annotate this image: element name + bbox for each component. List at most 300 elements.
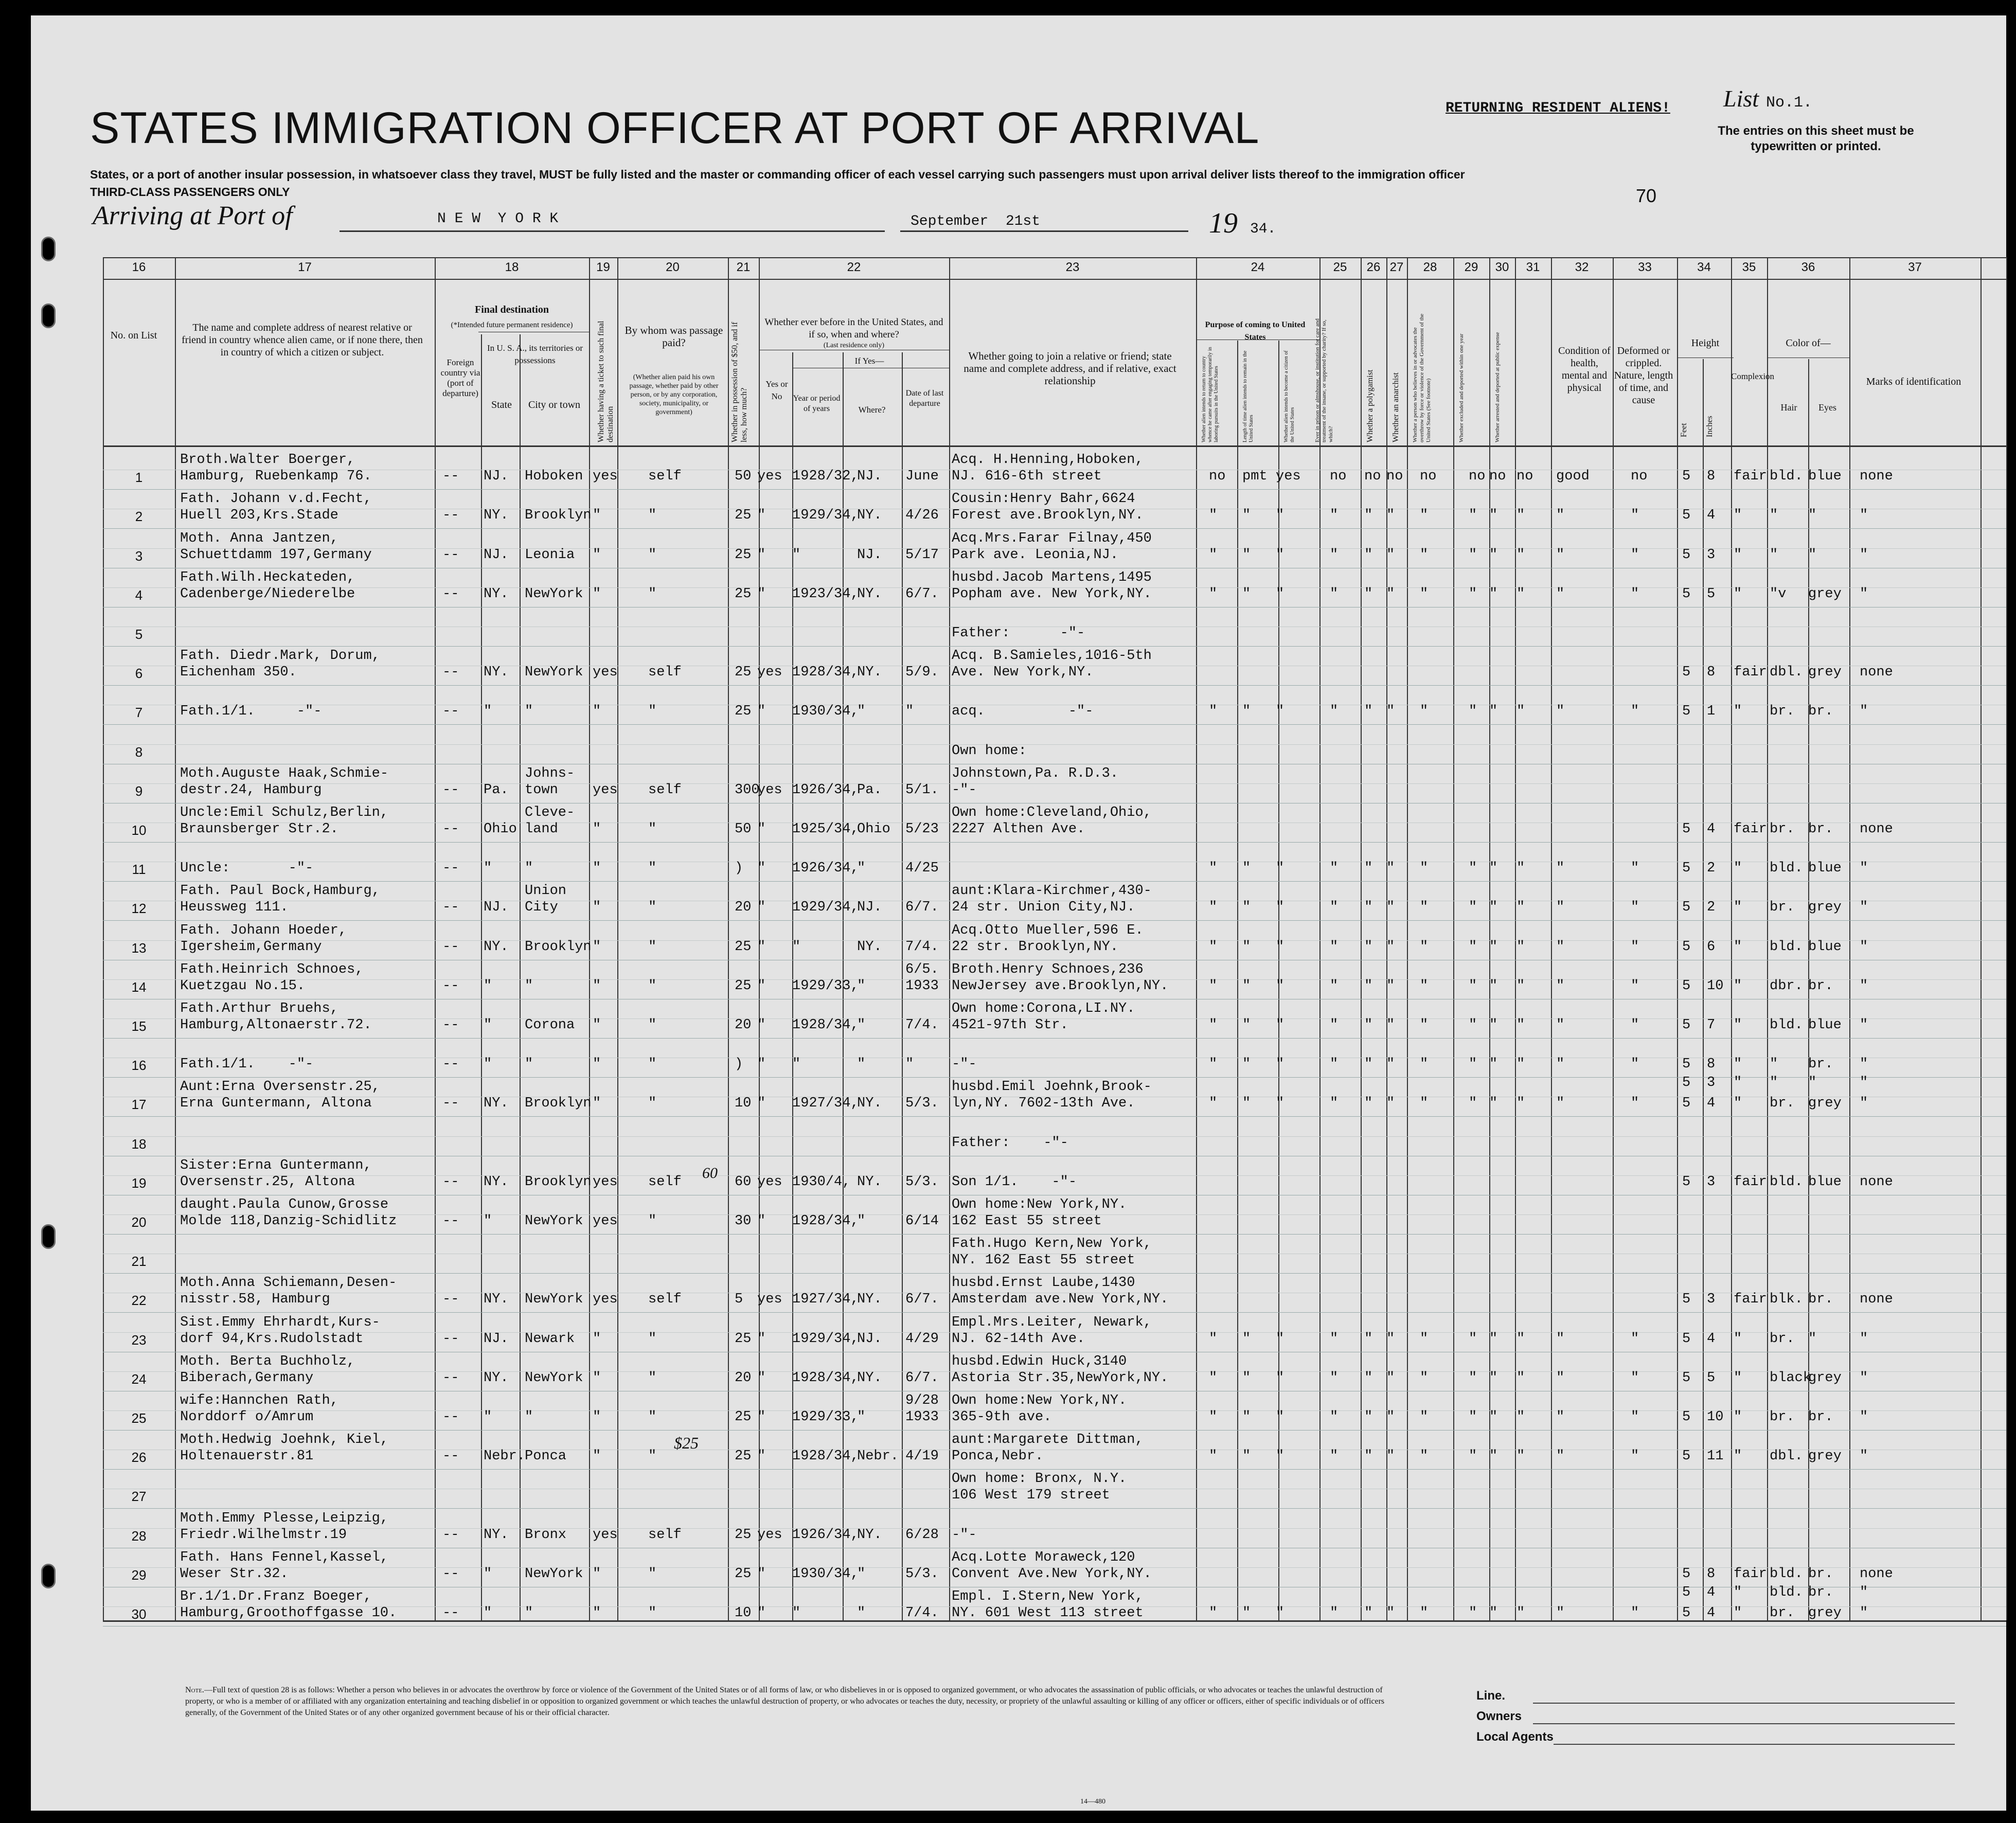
- row-rule: [103, 1469, 2006, 1470]
- table-cell-rel1: Moth. Berta Buchholz,: [180, 1353, 355, 1369]
- table-cell-yn: yes: [757, 469, 782, 485]
- table-cell-ticket: yes: [593, 469, 618, 485]
- table-cell-rel1: Br.1/1.Dr.Franz Boeger,: [180, 1589, 372, 1604]
- table-cell-c29: ": [1469, 1057, 1477, 1073]
- head-before-usa-note: (Last residence only): [823, 342, 885, 349]
- column-divider: [2006, 257, 2007, 1620]
- column-divider: [1407, 257, 1408, 1620]
- table-cell-c27: ": [1386, 1096, 1395, 1112]
- table-cell-in: 11: [1707, 1449, 1724, 1464]
- table-cell-c28: ": [1420, 1096, 1429, 1112]
- column-number: 19: [596, 260, 610, 274]
- table-cell-ticket: ": [593, 1409, 601, 1425]
- table-cell-join2: acq. -"-: [952, 704, 1094, 720]
- table-cell-c32: good: [1556, 469, 1590, 485]
- table-cell-foreign: --: [442, 900, 459, 916]
- table-cell-city: ": [525, 704, 533, 720]
- table-cell-c30: ": [1489, 978, 1498, 994]
- table-cell-ticket: yes: [593, 1174, 618, 1190]
- table-cell-paid: ": [648, 1605, 657, 1621]
- table-cell-c30: ": [1489, 508, 1498, 524]
- column-divider: [1361, 257, 1362, 1620]
- table-cell-in: 5: [1707, 1370, 1716, 1386]
- table-cell-city: Leonia: [525, 547, 575, 563]
- table-cell-c33: ": [1631, 1449, 1639, 1464]
- table-cell-join2: Ponca,Nebr.: [952, 1449, 1044, 1464]
- table-cell-hair: bld.: [1770, 861, 1803, 877]
- column-divider: [1677, 257, 1678, 1620]
- table-cell-years: 1928/34,: [792, 1213, 859, 1229]
- table-cell-state: NJ.: [484, 1331, 509, 1347]
- footer-rule: [1533, 1723, 1955, 1724]
- column-divider: [1319, 257, 1321, 1620]
- table-cell-c32: ": [1556, 704, 1565, 720]
- table-cell-ticket: ": [593, 1331, 601, 1347]
- table-cell-hair: br.: [1770, 1096, 1795, 1112]
- table-cell-dep: 6/7.: [905, 900, 939, 916]
- table-cell-ticket: ": [593, 1566, 601, 1582]
- table-cell-c26: ": [1364, 1017, 1373, 1033]
- table-cell-foreign: --: [442, 1605, 459, 1621]
- table-cell-rel2: Fath.1/1. -"-: [180, 704, 322, 720]
- table-cell-c28: ": [1420, 508, 1429, 524]
- table-cell-hair: "v: [1770, 586, 1787, 602]
- column-divider: [1196, 257, 1197, 1620]
- table-cell-state: ": [484, 1057, 492, 1073]
- table-cell-c25: ": [1330, 586, 1339, 602]
- table-cell-c32: ": [1556, 1409, 1565, 1425]
- table-cell-where: NJ.: [857, 469, 882, 485]
- table-cell-c28: ": [1420, 1017, 1429, 1033]
- table-cell-marks: ": [1860, 1409, 1868, 1425]
- table-cell-foreign: --: [442, 1174, 459, 1190]
- table-cell-ft: 5: [1682, 1292, 1691, 1308]
- table-cell-ft: 5: [1682, 547, 1691, 563]
- table-cell-hair: ": [1770, 1057, 1778, 1073]
- table-cell-c29: ": [1469, 704, 1477, 720]
- row-number: 8: [135, 744, 143, 760]
- table-cell-c28: ": [1420, 939, 1429, 955]
- table-cell-dep: 7/4.: [905, 1605, 939, 1621]
- head-height: Height: [1691, 337, 1720, 349]
- table-cell-c24b: ": [1242, 1017, 1251, 1033]
- table-cell-c25: ": [1330, 939, 1339, 955]
- table-cell-hair: dbl.: [1770, 665, 1803, 681]
- table-cell-join2: NewJersey ave.Brooklyn,NY.: [952, 978, 1169, 994]
- table-cell-c24c: ": [1276, 861, 1284, 877]
- table-cell-rel2: Heussweg 111.: [180, 900, 289, 916]
- table-cell-dep: 5/23: [905, 821, 939, 837]
- row-number: 10: [131, 823, 147, 838]
- table-cell-eyes: grey: [1808, 1096, 1842, 1112]
- table-cell-rel1: Moth.Anna Schiemann,Desen-: [180, 1275, 397, 1291]
- table-cell-ticket: ": [593, 900, 601, 916]
- table-cell-c30: ": [1489, 1017, 1498, 1033]
- table-cell-where: ": [857, 1057, 866, 1073]
- column-divider: [1551, 257, 1552, 1620]
- column-divider: [1613, 257, 1614, 1620]
- date-value: September 21st: [911, 213, 1041, 229]
- table-cell-rel2: Hamburg,Groothoffgasse 10.: [180, 1605, 397, 1621]
- table-cell-eyes: grey: [1808, 1449, 1842, 1464]
- table-cell-hair: dbr.: [1770, 978, 1803, 994]
- table-cell-join2: Ave. New York,NY.: [952, 665, 1094, 681]
- table-cell-join1: Acq.Otto Mueller,596 E.: [952, 922, 1144, 938]
- table-cell-ticket: ": [593, 586, 601, 602]
- footer-line-label: Line.: [1476, 1689, 1506, 1703]
- table-cell-c24b: ": [1242, 1331, 1251, 1347]
- column-number: 29: [1464, 260, 1478, 274]
- table-cell-years: 1929/34,: [792, 508, 859, 524]
- table-cell-c24a: ": [1209, 547, 1218, 563]
- table-cell-ticket: ": [593, 547, 601, 563]
- row-half-rule: [103, 1528, 2006, 1529]
- table-cell-rel1: Moth.Emmy Plesse,Leipzig,: [180, 1510, 389, 1526]
- table-cell-c27: ": [1386, 1057, 1395, 1073]
- table-cell-c24a: ": [1209, 900, 1218, 916]
- table-cell-join2: lyn,NY. 7602-13th Ave.: [952, 1096, 1135, 1112]
- table-cell-join2: 106 West 179 street: [952, 1488, 1110, 1504]
- table-cell-marks: ": [1860, 900, 1868, 916]
- table-cell-yn: yes: [757, 1174, 782, 1190]
- table-cell-years: 1929/33,: [792, 978, 859, 994]
- table-cell-eyes: blue: [1808, 939, 1842, 955]
- table-cell-c33: ": [1631, 978, 1639, 994]
- table-cell-hair: bld.: [1770, 1566, 1803, 1582]
- table-cell-where: NY.: [857, 586, 882, 602]
- table-cell-eyes: br.: [1808, 1566, 1833, 1582]
- table-cell-rel1: Moth.Hedwig Joehnk, Kiel,: [180, 1432, 389, 1448]
- table-cell-join2: Father: -"-: [952, 1135, 1068, 1151]
- table-cell-join1: Own home: Bronx, N.Y.: [952, 1471, 1127, 1487]
- row-rule: [103, 920, 2006, 921]
- table-cell-c28: ": [1420, 1605, 1429, 1621]
- table-cell-c24a: ": [1209, 508, 1218, 524]
- table-cell-c24c: yes: [1276, 469, 1301, 485]
- row-number: 6: [135, 666, 143, 682]
- table-cell-c24c: ": [1276, 1605, 1284, 1621]
- table-cell-years: 1928/32,: [792, 469, 859, 485]
- table-cell-hair: br.: [1770, 821, 1795, 837]
- footnote: Note.—Full text of question 28 is as follows: Whether a person who believes in or advocates the overthrow by force or violence of the Government of the United States or of all forms of law, or who disbelieves in or is opposed to organized government, or who advocates the assassination of public officials, or who advocates or teaches the unlawful destruction of property, or who is a member of or affiliated with any organization entertaining and teaching disbelief in or opposition to organized government or which teaches the unlawful destruction of property, or who advocates or teaches the duty, necessity, or propriety of the unlawful assaulting or killing of any officer or officers, either of specific individuals or of officers generally, of the Government of the United States or of any other organized government because of his or their official character.: [185, 1686, 1385, 1717]
- table-cell-c27: ": [1386, 1331, 1395, 1347]
- row-rule: [103, 528, 2006, 529]
- table-cell-join1: Empl. I.Stern,New York,: [952, 1589, 1144, 1604]
- table-cell-yn: ": [757, 1409, 766, 1425]
- table-cell-c24b: ": [1242, 547, 1251, 563]
- row-number: 3: [135, 548, 143, 564]
- table-cell-c30: no: [1489, 469, 1506, 485]
- table-cell-dep: 6/7.: [905, 586, 939, 602]
- table-cell-in: 4: [1707, 1605, 1716, 1621]
- table-cell-c25: ": [1330, 1057, 1339, 1073]
- table-cell-foreign: --: [442, 978, 459, 994]
- table-cell-ft: 5: [1682, 508, 1691, 524]
- column-number: 20: [666, 260, 680, 274]
- table-cell-c33: ": [1631, 1057, 1639, 1073]
- table-cell-yn: ": [757, 704, 766, 720]
- table-cell-dep: 1933: [905, 1409, 939, 1425]
- table-cell-c27: ": [1386, 1449, 1395, 1464]
- table-cell-rel1: Sister:Erna Guntermann,: [180, 1157, 372, 1173]
- table-cell-rel1: Moth. Anna Jantzen,: [180, 530, 338, 546]
- row-number: 11: [132, 862, 146, 878]
- table-cell-city: Newark: [525, 1331, 575, 1347]
- table-cell-eyes: ": [1808, 547, 1817, 563]
- table-cell-c33: ": [1631, 1096, 1639, 1112]
- table-cell-dep: ": [905, 1057, 914, 1073]
- table-cell-c26: ": [1364, 1331, 1373, 1347]
- head-in-usa: In U. S. A., its territories or possessions: [487, 343, 583, 365]
- table-cell-comp2: ": [1734, 1075, 1742, 1091]
- table-cell-years: 1926/34,: [792, 1527, 859, 1543]
- table-cell-join2: -"-: [952, 1057, 977, 1073]
- table-cell-join1: husbd.Emil Joehnk,Brook-: [952, 1079, 1152, 1095]
- table-cell-c24a: ": [1209, 1370, 1218, 1386]
- head-purpose: Purpose of coming to United States: [1205, 320, 1306, 342]
- table-cell-state: Ohio: [484, 821, 517, 837]
- table-cell-rel2: nisstr.58, Hamburg: [180, 1292, 330, 1308]
- table-cell-c25: no: [1330, 469, 1347, 485]
- punch-hole: [41, 237, 56, 261]
- table-cell-years: 1927/34,: [792, 1096, 859, 1112]
- table-cell-rel2: Huell 203,Krs.Stade: [180, 508, 338, 524]
- table-cell-c24b: ": [1242, 1409, 1251, 1425]
- table-cell-in2: 3: [1707, 1075, 1716, 1091]
- table-cell-yn: ": [757, 1096, 766, 1112]
- table-cell-marks: ": [1860, 1449, 1868, 1464]
- table-cell-dep: 6/7.: [905, 1370, 939, 1386]
- date-underline: [900, 230, 1188, 232]
- table-cell-join1: husbd.Ernst Laube,1430: [952, 1275, 1135, 1291]
- table-cell-money: 50: [735, 469, 752, 485]
- table-cell-ticket: ": [593, 861, 601, 877]
- table-cell-yn: ": [757, 861, 766, 877]
- table-cell-ticket: ": [593, 1057, 601, 1073]
- table-cell-in: 2: [1707, 861, 1716, 877]
- table-cell-comp: ": [1734, 1449, 1742, 1464]
- table-cell-in2: 4: [1707, 1585, 1716, 1600]
- table-cell-yn: ": [757, 1017, 766, 1033]
- table-cell-rel2: Schuettdamm 197,Germany: [180, 547, 372, 563]
- table-cell-dep: 5/17: [905, 547, 939, 563]
- table-cell-dep: 6/28: [905, 1527, 939, 1543]
- table-cell-where: ": [857, 861, 866, 877]
- table-cell-eyes: ": [1808, 508, 1817, 524]
- head-purpose-a: Whether alien intends to return to country whence he came after engaging temporarily in laboring pursuits in the United States: [1201, 347, 1219, 442]
- column-divider: [1767, 257, 1768, 1620]
- table-cell-years: 1928/34,: [792, 665, 859, 681]
- table-cell-in: 3: [1707, 547, 1716, 563]
- table-cell-eyes: br.: [1808, 1409, 1833, 1425]
- table-cell-c29: ": [1469, 547, 1477, 563]
- table-cell-years: ": [792, 939, 801, 955]
- table-cell-foreign: --: [442, 1409, 459, 1425]
- table-cell-c28: ": [1420, 1409, 1429, 1425]
- head-yes-no: Yes or No: [765, 379, 788, 401]
- table-cell-ft: 5: [1682, 1096, 1691, 1112]
- table-cell-join2: Own home:: [952, 743, 1027, 759]
- table-cell-join1: Own home:Corona,LI.NY.: [952, 1001, 1135, 1016]
- table-cell-c25: ": [1330, 704, 1339, 720]
- table-cell-c29: ": [1469, 939, 1477, 955]
- table-cell-marks: ": [1860, 704, 1868, 720]
- table-cell-c30: ": [1489, 1605, 1498, 1621]
- row-rule: [103, 724, 2006, 725]
- table-cell-c31: ": [1517, 1449, 1525, 1464]
- table-cell-eyes: ": [1808, 1331, 1817, 1347]
- table-cell-c32: ": [1556, 1605, 1565, 1621]
- column-divider: [1237, 341, 1238, 1620]
- table-cell-hair: br.: [1770, 1605, 1795, 1621]
- table-cell-ticket: yes: [593, 665, 618, 681]
- table-cell-c33: ": [1631, 704, 1639, 720]
- table-cell-c31: ": [1517, 586, 1525, 602]
- table-cell-money: 25: [735, 665, 752, 681]
- column-divider: [481, 334, 482, 1620]
- table-cell-ticket: ": [593, 1605, 601, 1621]
- table-cell-state: ": [484, 978, 492, 994]
- table-cell-comp: fair: [1734, 665, 1767, 681]
- table-cell-city: NewYork: [525, 665, 583, 681]
- table-cell-join2: -"-: [952, 782, 977, 798]
- table-cell-city: town: [525, 782, 558, 798]
- table-cell-state: NJ.: [484, 900, 509, 916]
- table-cell-rel2: Weser Str.32.: [180, 1566, 289, 1582]
- row-number: 30: [131, 1606, 147, 1622]
- table-cell-state: NJ.: [484, 469, 509, 485]
- table-cell-c28: ": [1420, 861, 1429, 877]
- table-cell-yn: ": [757, 939, 766, 955]
- head-possession: Whether in possession of $50, and if less, how much?: [730, 321, 748, 442]
- table-cell-c30: ": [1489, 1370, 1498, 1386]
- table-cell-join1: Fath.Hugo Kern,New York,: [952, 1236, 1152, 1252]
- table-cell-dep: 4/29: [905, 1331, 939, 1347]
- punch-hole: [41, 303, 56, 328]
- table-cell-comp: fair: [1734, 1566, 1767, 1582]
- table-cell-c27: ": [1386, 900, 1395, 916]
- table-cell-join2: Father: -"-: [952, 625, 1085, 641]
- table-cell-c25: ": [1330, 900, 1339, 916]
- head-paid-by-note: (Whether alien paid his own passage, whether paid by other person, or by any corporation, society, municipality, or government): [629, 373, 719, 416]
- table-cell-money: ): [735, 861, 743, 877]
- table-cell-ft2: 5: [1682, 1075, 1691, 1091]
- table-cell-join2: 22 str. Brooklyn,NY.: [952, 939, 1119, 955]
- table-cell-c28: ": [1420, 1370, 1429, 1386]
- column-number: 17: [298, 260, 312, 274]
- head-eyes: Eyes: [1818, 402, 1836, 413]
- table-cell-ft: 5: [1682, 978, 1691, 994]
- table-cell-c32: ": [1556, 861, 1565, 877]
- table-cell-ft: 5: [1682, 665, 1691, 681]
- table-cell-c30: ": [1489, 1449, 1498, 1464]
- table-cell-rel2: Uncle: -"-: [180, 861, 314, 877]
- table-cell-city: Brooklyn: [525, 939, 592, 955]
- row-number: 24: [131, 1371, 147, 1387]
- row-rule: [103, 646, 2006, 647]
- table-cell-rel2: Erna Guntermann, Altona: [180, 1096, 372, 1112]
- table-cell-ticket: yes: [593, 1527, 618, 1543]
- table-cell-money: 60: [735, 1174, 752, 1190]
- table-cell-marks: none: [1860, 821, 1893, 837]
- table-cell-c32: ": [1556, 508, 1565, 524]
- table-cell-marks: none: [1860, 469, 1893, 485]
- table-cell-c31: ": [1517, 900, 1525, 916]
- table-cell-marks: ": [1860, 508, 1868, 524]
- table-cell-marks: ": [1860, 1370, 1868, 1386]
- table-cell-rel2: Norddorf o/Amrum: [180, 1409, 314, 1425]
- table-cell-eyes: br.: [1808, 821, 1833, 837]
- table-cell-join2: NJ. 616-6th street: [952, 469, 1102, 485]
- table-cell-yn: ": [757, 1449, 766, 1464]
- table-cell-c27: no: [1386, 469, 1403, 485]
- table-cell-state: ": [484, 704, 492, 720]
- table-cell-c25: ": [1330, 547, 1339, 563]
- table-cell-yn: ": [757, 1213, 766, 1229]
- head-joining: Whether going to join a relative or friend; state name and complete address, and if relative, exact relationship: [964, 350, 1176, 387]
- table-cell-years: 1925/34,: [792, 821, 859, 837]
- head-anarchist: Whether an anarchist: [1391, 372, 1400, 442]
- table-cell-paid: ": [648, 1096, 657, 1112]
- table-cell-c29: ": [1469, 586, 1477, 602]
- table-cell-comp: ": [1734, 900, 1742, 916]
- table-cell-in: 3: [1707, 1174, 1716, 1190]
- table-cell-city: NewYork: [525, 586, 583, 602]
- column-number: 24: [1251, 260, 1265, 274]
- table-cell-c32: ": [1556, 978, 1565, 994]
- table-cell-paid: self: [648, 1527, 682, 1543]
- table-cell-c33: ": [1631, 939, 1639, 955]
- table-cell-c24b: ": [1242, 1370, 1251, 1386]
- table-cell-state: NY.: [484, 586, 509, 602]
- table-cell-c32: ": [1556, 1370, 1565, 1386]
- table-cell-dep: 7/4.: [905, 1017, 939, 1033]
- table-cell-ticket: ": [593, 704, 601, 720]
- table-cell-c24b: ": [1242, 1057, 1251, 1073]
- table-cell-state: NY.: [484, 1096, 509, 1112]
- table-cell-foreign: --: [442, 1057, 459, 1073]
- table-cell-hair: ": [1770, 547, 1778, 563]
- table-cell-yn: ": [757, 1331, 766, 1347]
- head-inches: Inches: [1705, 416, 1714, 437]
- table-cell-money: ): [735, 1057, 743, 1073]
- table-cell-ft: 5: [1682, 1370, 1691, 1386]
- table-cell-c32: ": [1556, 939, 1565, 955]
- row-number: 26: [131, 1450, 147, 1465]
- row-number: 5: [135, 627, 143, 642]
- table-cell-comp: ": [1734, 1096, 1742, 1112]
- table-cell-rel1: Fath. Diedr.Mark, Dorum,: [180, 648, 380, 664]
- table-cell-money: 300: [735, 782, 760, 798]
- table-cell-c32: ": [1556, 1017, 1565, 1033]
- table-cell-c28: ": [1420, 1057, 1429, 1073]
- table-cell-rel2: Friedr.Wilhelmstr.19: [180, 1527, 347, 1543]
- page-number: 70: [1636, 185, 1657, 206]
- table-cell-dep1: 6/5.: [905, 961, 939, 977]
- table-cell-c24b: ": [1242, 704, 1251, 720]
- table-cell-money: 20: [735, 900, 752, 916]
- table-cell-in: 4: [1707, 1096, 1716, 1112]
- table-cell-c31: ": [1517, 1370, 1525, 1386]
- table-cell-rel1: Fath. Johann v.d.Fecht,: [180, 491, 372, 507]
- table-cell-c24a: ": [1209, 978, 1218, 994]
- table-cell-marks2: ": [1860, 1585, 1868, 1600]
- row-number: 29: [131, 1567, 147, 1583]
- table-cell-where: ": [857, 1409, 866, 1425]
- table-cell-c24a: ": [1209, 1057, 1218, 1073]
- table-cell-c31: ": [1517, 861, 1525, 877]
- column-number: 18: [505, 260, 519, 274]
